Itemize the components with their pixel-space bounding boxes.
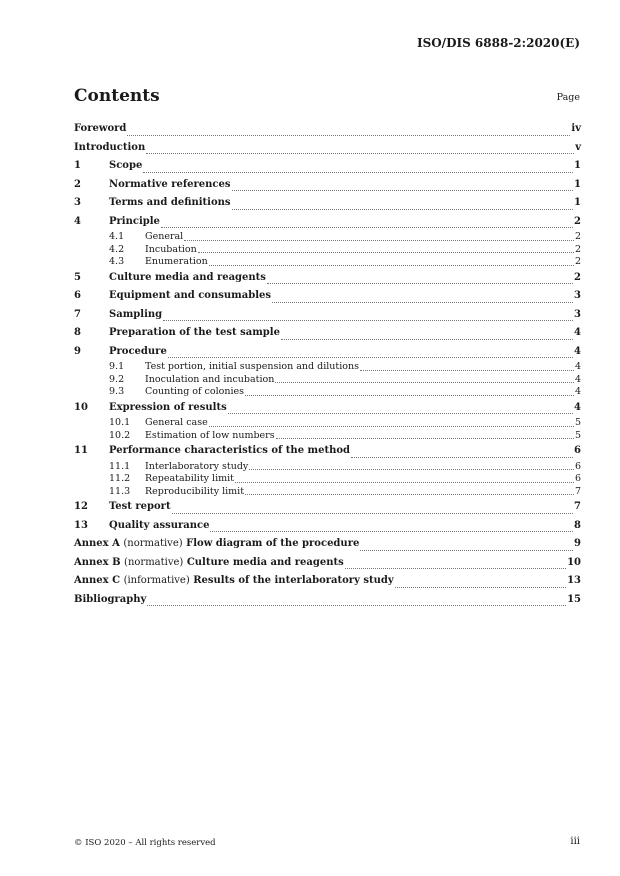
toc-entry-label: Enumeration: [145, 256, 208, 267]
toc-entry-label: Bibliography: [74, 593, 147, 605]
toc-page-number: 3: [574, 308, 581, 320]
toc-page-number: 7: [574, 485, 581, 497]
toc-page-number: 4: [574, 361, 581, 372]
toc-entry-label: Equipment and consumables: [109, 290, 271, 301]
annex-prefix: Annex C: [74, 575, 121, 586]
toc-entry-label: Procedure: [109, 345, 167, 357]
annex-type: (normative): [123, 538, 183, 549]
section-number: 11: [74, 445, 88, 456]
toc-entry-section-11-1[interactable]: [74, 461, 581, 474]
toc-page-number: 3: [574, 290, 581, 301]
leader-dots: [276, 437, 574, 439]
toc-entry-bibliography[interactable]: [74, 591, 581, 610]
toc-entry-foreword[interactable]: [74, 120, 581, 139]
section-number: 12: [74, 501, 88, 512]
section-number: 11.1: [109, 460, 131, 472]
leader-dots: [245, 394, 574, 396]
toc-page-number: 2: [574, 231, 581, 242]
annex-prefix: Annex B: [74, 556, 121, 568]
toc-entry-section-3[interactable]: [74, 194, 581, 213]
leader-dots: [345, 567, 566, 569]
toc-entry-annex-b[interactable]: [74, 554, 581, 573]
toc-page-number: 6: [574, 445, 581, 456]
section-number: 10.2: [109, 429, 131, 441]
footer-page-number: iii: [570, 836, 580, 847]
toc-entry-label: Expression of results: [109, 401, 227, 413]
section-number: 6: [74, 290, 81, 301]
leader-dots: [228, 412, 573, 414]
toc-page-number: 4: [574, 386, 581, 397]
toc-entry-label: Scope: [109, 160, 143, 171]
leader-dots: [272, 301, 573, 303]
toc-entry-label: General: [145, 231, 184, 242]
leader-dots: [232, 189, 574, 191]
toc-entry-section-6[interactable]: [74, 287, 581, 306]
toc-entry-label: Inoculation and incubation: [145, 373, 275, 385]
toc-entry-section-8[interactable]: [74, 324, 581, 343]
toc-entry-label: Repeatability limit: [145, 473, 234, 484]
toc-page-number: 4: [574, 373, 581, 385]
toc-entry-section-2[interactable]: [74, 176, 581, 195]
leader-dots: [209, 425, 574, 427]
leader-dots: [198, 251, 574, 253]
toc-entry-label: Estimation of low numbers: [145, 429, 275, 441]
toc-entry-section-11-2[interactable]: [74, 473, 581, 486]
toc-page-number: 2: [574, 215, 581, 227]
section-number: 4.2: [109, 243, 125, 255]
leader-dots: [127, 134, 570, 136]
toc-entry-label: Counting of colonies: [145, 386, 245, 397]
toc-page-number: 1: [574, 160, 581, 171]
section-number: 11.3: [109, 485, 131, 497]
toc-entry-label: Incubation: [145, 243, 197, 255]
section-number: 10.1: [109, 417, 131, 428]
toc-page-number: 2: [574, 256, 581, 267]
toc-page-number: 7: [574, 501, 581, 512]
toc-page-number: 4: [574, 401, 581, 413]
toc-page-number: v: [575, 141, 581, 153]
toc-entry-label: Introduction: [74, 141, 146, 153]
section-number: 3: [74, 197, 81, 208]
section-number: 4.3: [109, 256, 125, 267]
toc-entry-label: Principle: [109, 215, 160, 227]
toc-entry-label: Culture media and reagents: [109, 271, 266, 283]
table-of-contents: [74, 120, 581, 609]
leader-dots: [275, 381, 574, 383]
section-number: 8: [74, 327, 81, 338]
toc-entry-label: Interlaboratory study: [145, 460, 249, 472]
toc-entry-section-10-1[interactable]: [74, 417, 581, 430]
section-number: 13: [74, 519, 88, 531]
toc-page-number: 2: [574, 271, 581, 283]
toc-entry-section-1[interactable]: [74, 157, 581, 176]
toc-entry-section-13[interactable]: [74, 517, 581, 536]
toc-entry-section-9[interactable]: [74, 343, 581, 362]
leader-dots: [172, 512, 573, 514]
toc-entry-section-4-2[interactable]: [74, 244, 581, 257]
section-number: 9.3: [109, 386, 125, 397]
toc-entry-section-10[interactable]: [74, 399, 581, 418]
toc-entry-label: Sampling: [109, 308, 163, 320]
section-number: 9: [74, 345, 81, 357]
toc-page-number: 5: [574, 417, 581, 428]
toc-entry-label: Results of the interlaboratory study: [193, 575, 394, 586]
toc-page-number: 8: [574, 519, 581, 531]
document-header-standard-id: ISO/DIS 6888-2:2020(E): [416, 36, 580, 50]
toc-page-number: 4: [574, 327, 581, 338]
toc-entry-section-11[interactable]: [74, 442, 581, 461]
toc-page-number: 15: [567, 593, 581, 605]
toc-entry-section-12[interactable]: [74, 498, 581, 517]
toc-entry-label: Flow diagram of the procedure: [186, 538, 360, 549]
section-number: 5: [74, 271, 81, 283]
leader-dots: [184, 239, 574, 241]
leader-dots: [232, 208, 574, 210]
toc-page-number: 13: [567, 575, 581, 586]
toc-page-number: 6: [574, 473, 581, 484]
toc-entry-section-11-3[interactable]: [74, 486, 581, 499]
toc-entry-section-7[interactable]: [74, 306, 581, 325]
toc-entry-label: Culture media and reagents: [186, 556, 344, 568]
section-number: 4.1: [109, 231, 125, 242]
leader-dots: [209, 264, 574, 266]
toc-entry-section-9-2[interactable]: [74, 374, 581, 387]
toc-page-number: iv: [571, 123, 581, 134]
toc-entry-label: General case: [145, 417, 208, 428]
section-number: 11.2: [109, 473, 131, 484]
leader-dots: [267, 282, 573, 284]
leader-dots: [146, 152, 574, 154]
leader-dots: [351, 456, 573, 458]
leader-dots: [161, 226, 573, 228]
toc-entry-annex-a[interactable]: [74, 535, 581, 554]
section-number: 1: [74, 160, 81, 171]
toc-page-number: 4: [574, 345, 581, 357]
toc-entry-section-9-3[interactable]: [74, 386, 581, 399]
toc-entry-label: Reproducibility limit: [145, 485, 245, 497]
section-number: 4: [74, 215, 81, 227]
toc-page-number: 6: [574, 460, 581, 472]
toc-page-number: 1: [574, 197, 581, 208]
toc-entry-label: Test portion, initial suspension and dilutions: [145, 361, 359, 372]
leader-dots: [143, 171, 573, 173]
section-number: 2: [74, 178, 81, 190]
leader-dots: [281, 338, 573, 340]
page-column-label: Page: [556, 92, 580, 103]
section-number: 9.2: [109, 373, 125, 385]
toc-entry-section-5[interactable]: [74, 269, 581, 288]
toc-entry-section-4-3[interactable]: [74, 256, 581, 269]
section-number: 9.1: [109, 361, 125, 372]
toc-entry-label: Terms and definitions: [109, 197, 231, 208]
toc-entry-section-4[interactable]: [74, 213, 581, 232]
leader-dots: [235, 481, 574, 483]
toc-entry-label: Performance characteristics of the method: [109, 445, 351, 456]
toc-entry-section-10-2[interactable]: [74, 430, 581, 443]
toc-entry-annex-c[interactable]: [74, 572, 581, 591]
leader-dots: [147, 604, 566, 606]
leader-dots: [360, 549, 573, 551]
leader-dots: [163, 319, 573, 321]
leader-dots: [249, 468, 574, 470]
leader-dots: [168, 356, 573, 358]
annex-type: (informative): [123, 575, 190, 586]
toc-page-number: 10: [567, 556, 581, 568]
toc-page-number: 2: [574, 243, 581, 255]
section-number: 10: [74, 401, 88, 413]
toc-entry-label: Preparation of the test sample: [109, 327, 280, 338]
footer-copyright: © ISO 2020 – All rights reserved: [74, 838, 216, 848]
leader-dots: [360, 369, 574, 371]
toc-entry-introduction[interactable]: [74, 139, 581, 158]
annex-prefix: Annex A: [74, 538, 120, 549]
toc-page-number: 5: [574, 429, 581, 441]
toc-entry-label: Test report: [109, 501, 171, 512]
leader-dots: [245, 493, 574, 495]
toc-entry-section-4-1[interactable]: [74, 231, 581, 244]
toc-page-number: 9: [574, 538, 581, 549]
toc-entry-label: Normative references: [109, 178, 231, 190]
annex-type: (normative): [124, 556, 184, 568]
toc-entry-label: Foreword: [74, 123, 127, 134]
leader-dots: [210, 530, 573, 532]
section-number: 7: [74, 308, 81, 320]
toc-page-number: 1: [574, 178, 581, 190]
page-title: Contents: [74, 86, 160, 106]
leader-dots: [395, 586, 566, 588]
toc-entry-section-9-1[interactable]: [74, 361, 581, 374]
toc-entry-label: Quality assurance: [109, 519, 210, 531]
